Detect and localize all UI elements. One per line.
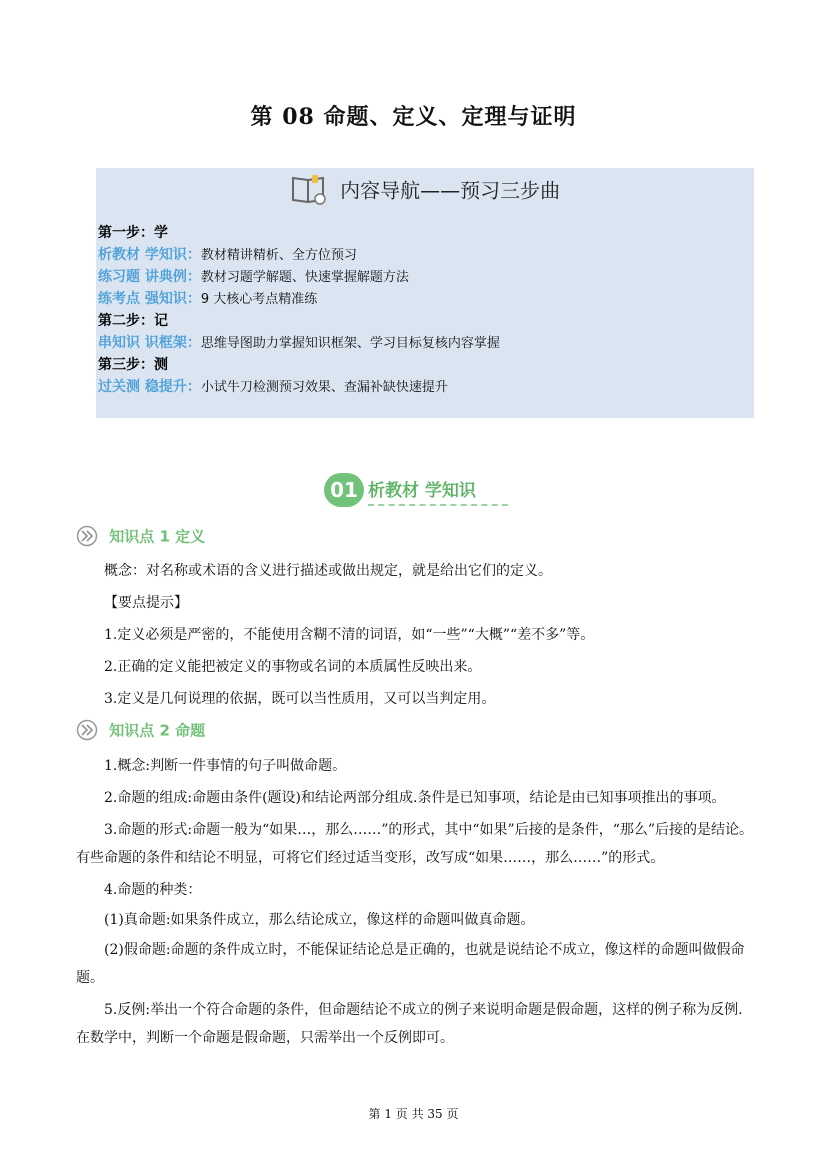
section-name: 析教材 学知识 <box>368 481 476 501</box>
paragraph: 4.命题的种类： <box>104 882 202 898</box>
step-two: 第二步：记 <box>98 313 168 329</box>
section-badge <box>322 470 512 510</box>
paragraph: 5.反例:举出一个符合命题的条件，但命题结论不成立的例子来说明命题是假命题，这样的例子称为反例.在数学中，判断一个命题是假命题，只需举出一个反例即可。 <box>76 1002 743 1046</box>
content-navigation-box <box>96 168 754 418</box>
paragraph: (1)真命题:如果条件成立，那么结论成立，像这样的命题叫做真命题。 <box>104 912 535 928</box>
nav-row-desc: 教材精讲精析、全方位预习 <box>200 248 357 263</box>
nav-row-desc: 思维导图助力掌握知识框架、学习目标复核内容掌握 <box>200 336 500 351</box>
paragraph: 1.概念:判断一件事情的句子叫做命题。 <box>104 758 347 774</box>
nav-row-desc: 教材习题学解题、快速掌握解题方法 <box>200 270 409 285</box>
nav-row <box>98 244 500 266</box>
section-underline <box>368 504 508 506</box>
paragraph: 2.命题的组成:命题由条件(题设)和结论两部分组成.条件是已知事项，结论是由已知事项推出的事项。 <box>104 790 726 806</box>
nav-row-tag: 练考点 强知识： <box>98 291 201 307</box>
nav-row <box>98 332 500 354</box>
knowledge-point-2-heading <box>76 719 205 743</box>
knowledge-point-1-heading <box>76 525 205 549</box>
paragraph: 3.定义是几何说理的依据，既可以当性质用，又可以当判定用。 <box>104 691 496 707</box>
nav-row-desc: 小试牛刀检测预习效果、查漏补缺快速提升 <box>200 380 448 395</box>
nav-header-text: 内容导航——预习三步曲 <box>340 178 561 203</box>
page-title: 第 08 命题、定义、定理与证明 <box>250 104 577 130</box>
nav-row <box>98 266 500 288</box>
nav-row-desc: 9 大核心考点精准练 <box>200 292 318 307</box>
page-footer: 第 1 页 共 35 页 <box>368 1107 459 1121</box>
nav-row-tag: 过关测 稳提升： <box>98 379 201 395</box>
paragraph: 3.命题的形式:命题一般为“如果…，那么……”的形式，其中“如果”后接的是条件，“那么”后接的是结论。有些命题的条件和结论不明显，可将它们经过适当变形，改写成“如果……，那么……”的形式。 <box>76 822 754 866</box>
step-three: 第三步：测 <box>98 357 168 373</box>
paragraph: 2.正确的定义能把被定义的事物或名词的本质属性反映出来。 <box>104 659 482 675</box>
paragraph: (2)假命题:命题的条件成立时，不能保证结论总是正确的，也就是说结论不成立，像这样的命题叫做假命题。 <box>76 942 745 986</box>
paragraph: 【要点提示】 <box>104 595 188 611</box>
nav-row-tag: 串知识 识框架： <box>98 335 201 351</box>
paragraph: 1.定义必须是严密的，不能使用含糊不清的词语，如“一些”“大概”“差不多”等。 <box>104 627 595 643</box>
book-icon <box>290 172 330 206</box>
step-one: 第一步：学 <box>98 225 168 241</box>
nav-row <box>98 376 500 398</box>
nav-row <box>98 288 500 310</box>
knowledge-point-1-title: 知识点 1 定义 <box>109 527 206 546</box>
double-chevron-icon <box>76 525 98 547</box>
nav-row-tag: 析教材 学知识： <box>98 247 201 263</box>
double-chevron-icon <box>76 719 98 741</box>
knowledge-point-2-title: 知识点 2 命题 <box>109 721 206 740</box>
section-number: 01 <box>324 473 364 507</box>
paragraph: 概念：对名称或术语的含义进行描述或做出规定，就是给出它们的定义。 <box>104 563 552 579</box>
nav-header <box>96 172 754 206</box>
nav-row-tag: 练习题 讲典例： <box>98 269 201 285</box>
